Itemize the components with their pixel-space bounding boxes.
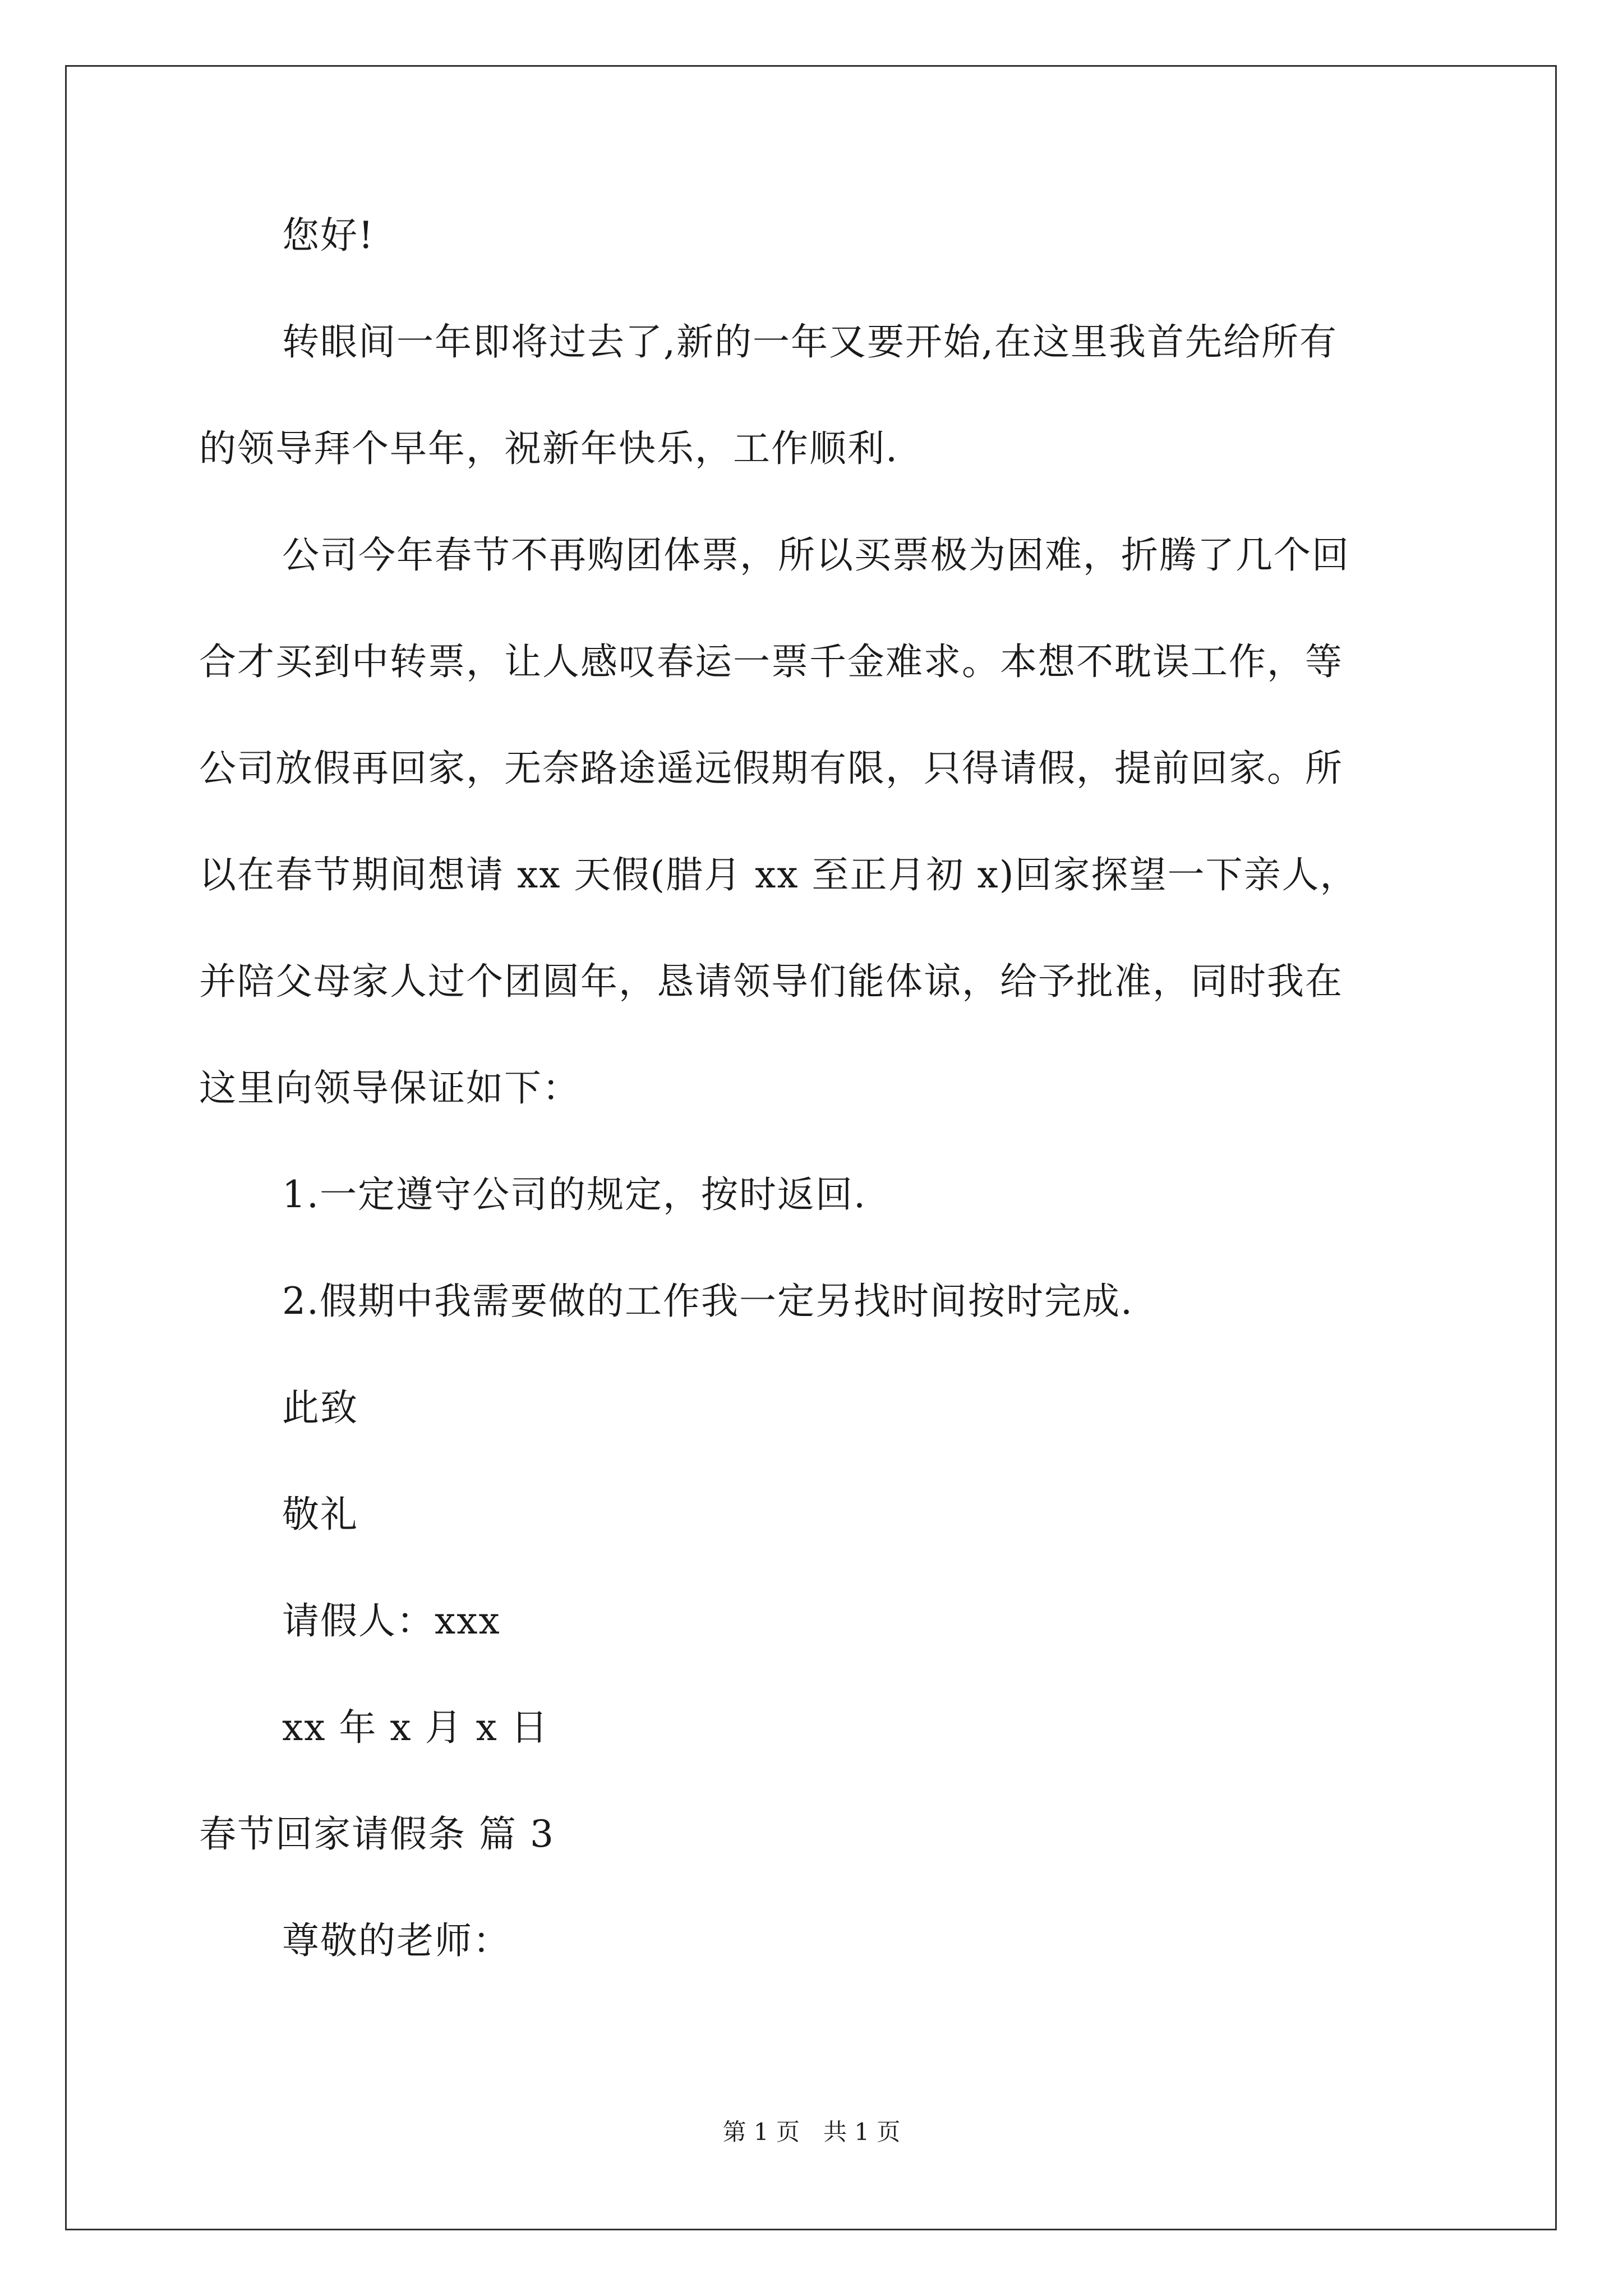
paragraph-1-line-1: 转眼间一年即将过去了,新的一年又要开始,在这里我首先给所有: [282, 320, 1338, 364]
closing-line-1: 此致: [282, 1386, 358, 1429]
paragraph-2-line-3: 公司放假再回家，无奈路途遥远假期有限，只得请假，提前回家。所: [199, 747, 1343, 790]
page-border: [65, 65, 1557, 2230]
paragraph-2-line-1: 公司今年春节不再购团体票，所以买票极为困难，折腾了几个回: [282, 533, 1350, 577]
greeting-line: 您好!: [282, 214, 375, 257]
paragraph-2-line-2: 合才买到中转票，让人感叹春运一票千金难求。本想不耽误工作，等: [199, 640, 1343, 683]
paragraph-2-line-4: 以在春节期间想请 xx 天假(腊月 xx 至正月初 x)回家探望一下亲人，: [199, 853, 1358, 896]
page-footer: 第 1 页 共 1 页: [722, 2118, 901, 2146]
paragraph-2-line-6: 这里向领导保证如下：: [199, 1066, 580, 1110]
signature-line: 请假人：xxx: [282, 1599, 501, 1642]
date-line: xx 年 x 月 x 日: [282, 1706, 549, 1749]
promise-item-1: 1.一定遵守公司的规定，按时返回.: [282, 1173, 866, 1216]
section-heading: 春节回家请假条 篇 3: [199, 1812, 555, 1856]
salutation-line: 尊敬的老师：: [282, 1919, 511, 1962]
closing-line-2: 敬礼: [282, 1493, 358, 1536]
paragraph-2-line-5: 并陪父母家人过个团圆年，恳请领导们能体谅，给予批准，同时我在: [199, 960, 1343, 1003]
paragraph-1-line-2: 的领导拜个早年，祝新年快乐，工作顺利.: [199, 427, 898, 470]
promise-item-2: 2.假期中我需要做的工作我一定另找时间按时完成.: [282, 1280, 1133, 1323]
